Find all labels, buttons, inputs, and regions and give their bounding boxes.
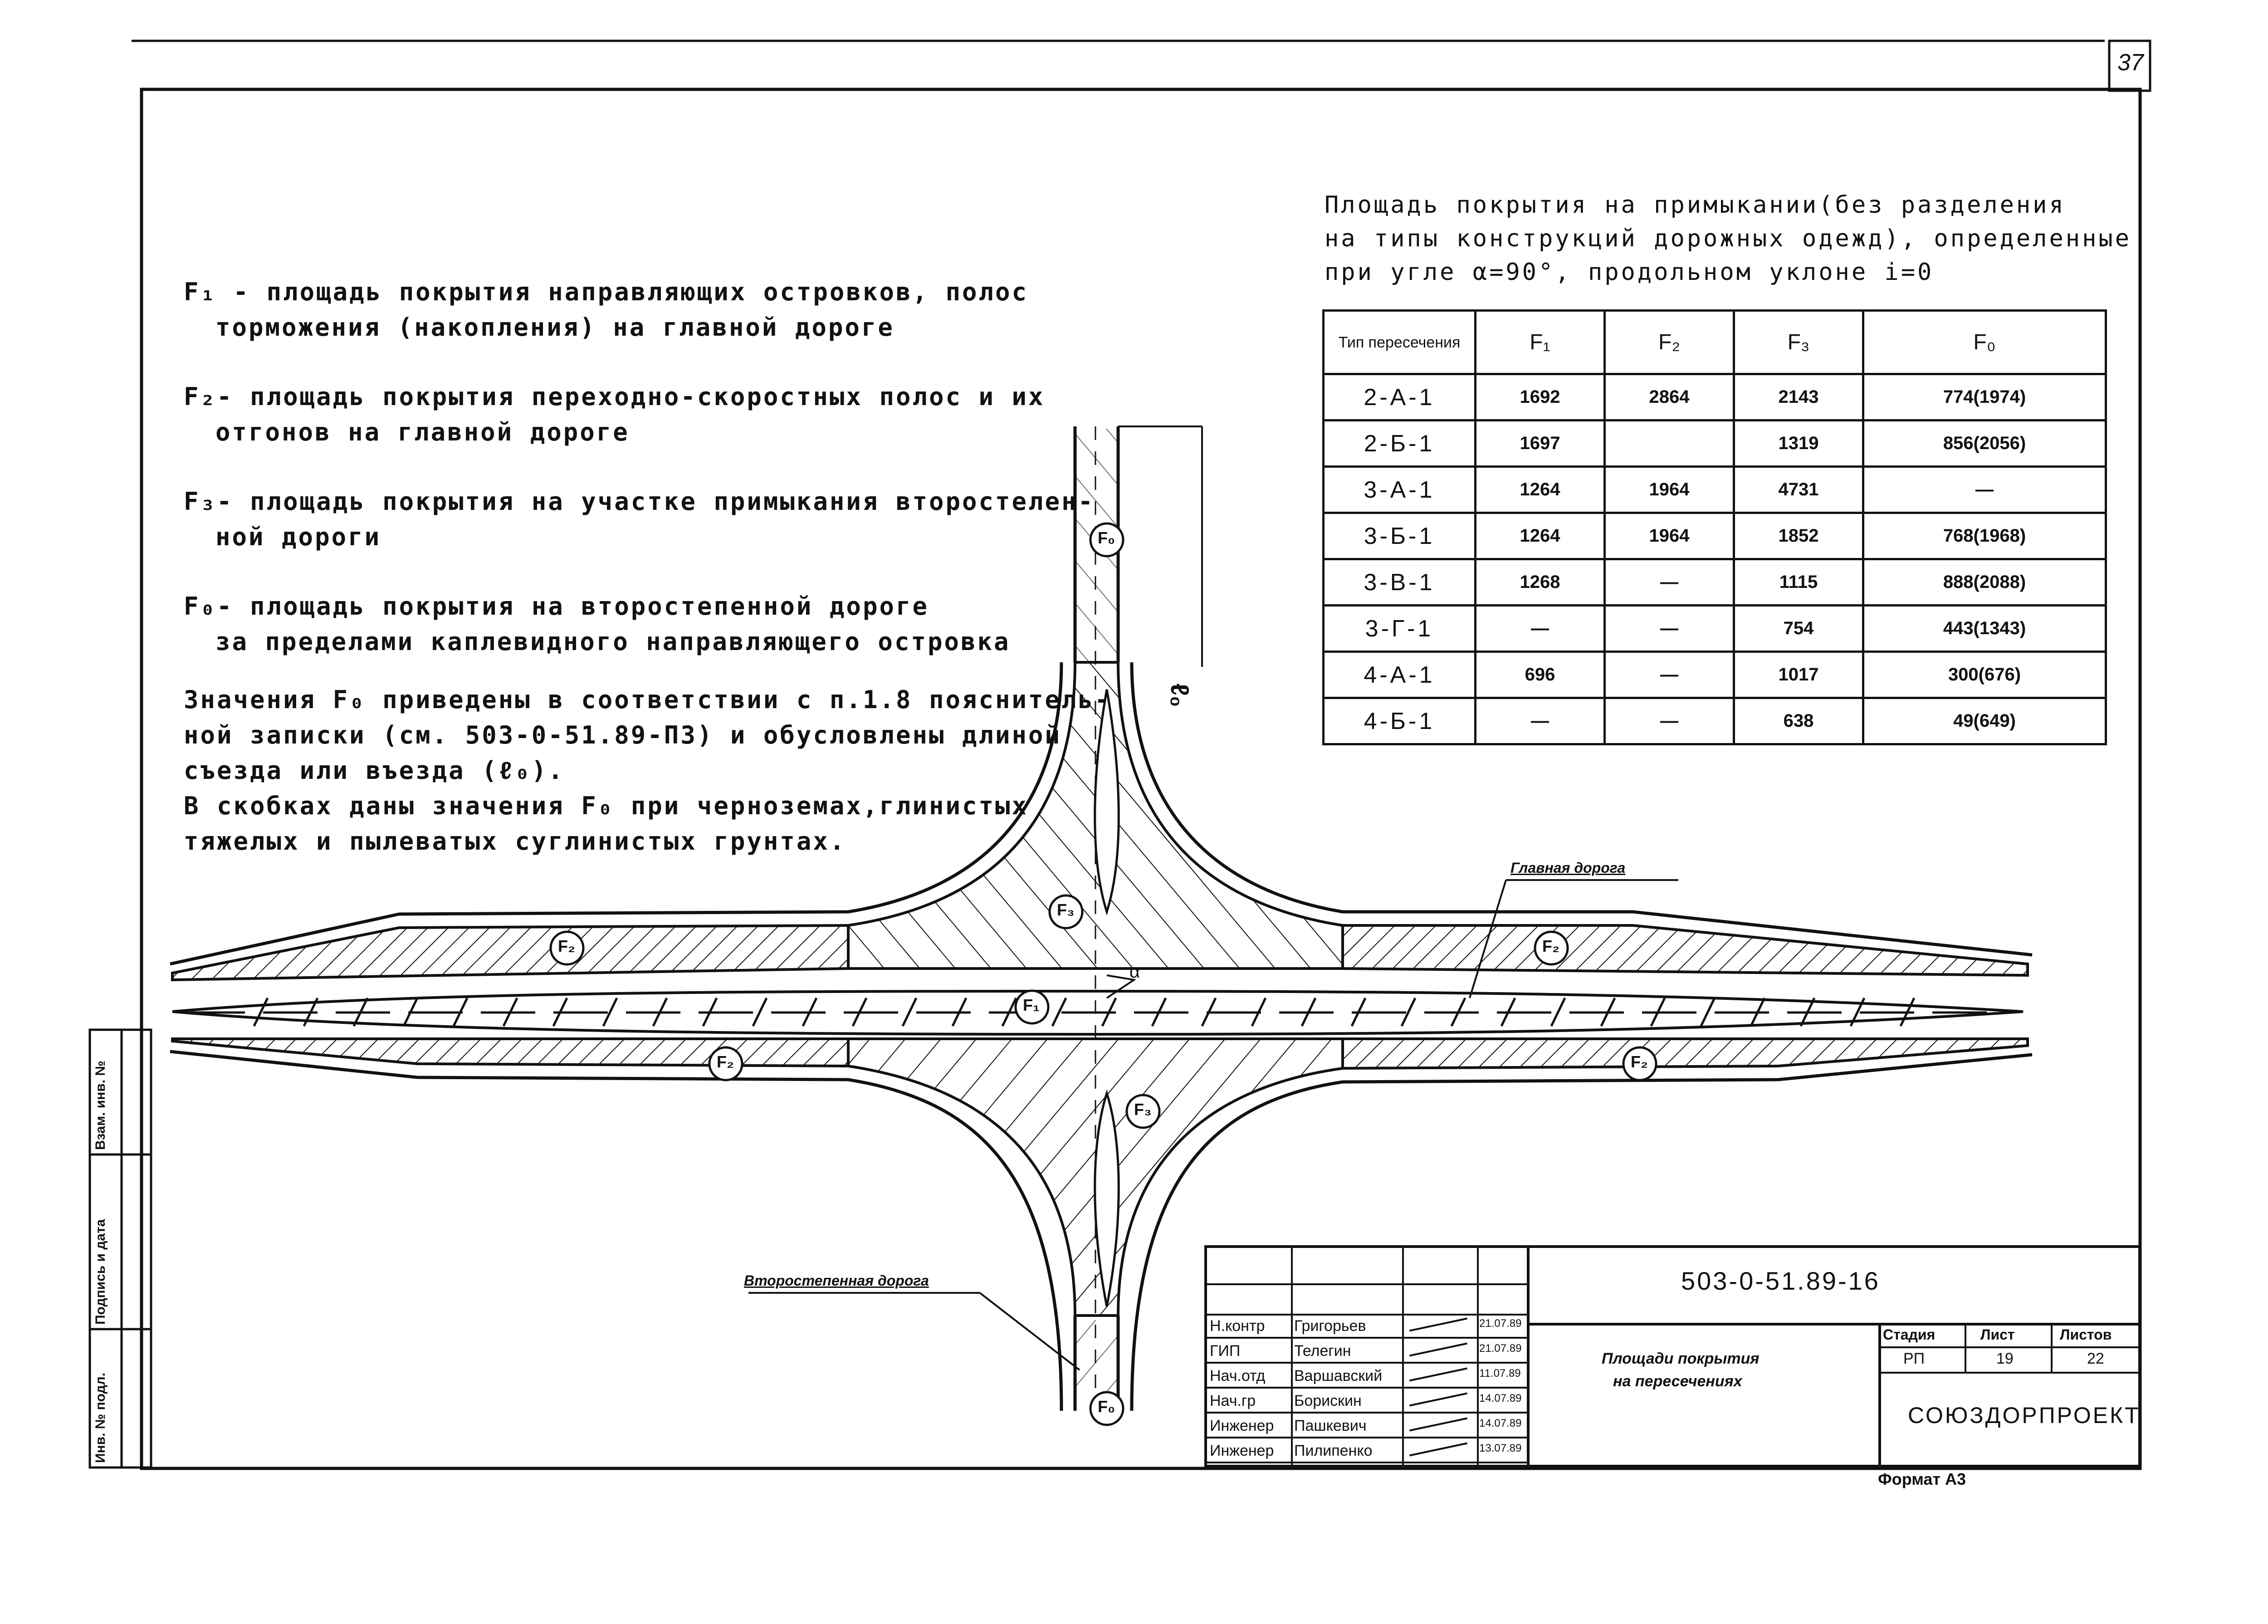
marker-f2-right-top: F₂ [1542, 937, 1559, 955]
cell-f3: 1319 [1734, 421, 1863, 467]
cell-f0: 443(1343) [1863, 606, 2106, 652]
signer-date: 14.07.89 [1479, 1417, 1522, 1429]
table-caption-line3: при угле α=90°, продольном уклоне i=0 [1325, 259, 1934, 286]
legend-note-line3: съезда или въезда (ℓ₀). [184, 756, 565, 785]
cell-f0: 49(649) [1863, 698, 2106, 744]
stage-grid [1878, 1323, 2138, 1373]
cell-type: 3-А-1 [1324, 467, 1476, 513]
title-line1: Площади покрытия [1602, 1350, 1760, 1367]
signer-date: 11.07.89 [1479, 1367, 1521, 1379]
cell-f1: 1268 [1476, 559, 1605, 606]
signer-role: Инженер [1210, 1442, 1274, 1459]
legend-f1-line2: торможения (накопления) на главной дороге [215, 313, 894, 342]
cell-type: 2-Б-1 [1324, 421, 1476, 467]
legend-f2-line1: F₂- площадь покрытия переходно-скоростных полос и их [184, 382, 1045, 411]
stage-header: Стадия [1883, 1326, 1936, 1343]
legend-note-line2: ной записки (см. 503-0-51.89-П3) и обусловлены длиной [184, 721, 1062, 749]
cell-f2: — [1605, 698, 1734, 744]
format-label: Формат А3 [1878, 1470, 1966, 1488]
table-caption-line1: Площадь покрытия на примыкании(без разделения [1325, 191, 2066, 219]
signer-date: 14.07.89 [1479, 1392, 1522, 1404]
signer-row [1207, 1364, 1527, 1389]
legend-f0-line2: за пределами каплевидного направляющего островка [215, 627, 1011, 656]
page-number: 37 [2117, 49, 2144, 76]
table-row [1324, 421, 2106, 467]
signer-name: Пилипенко [1294, 1442, 1373, 1459]
signer-role: Нач.гр [1210, 1392, 1256, 1409]
legend-note-line4: В скобках даны значения F₀ при черноземах,глинистых [184, 792, 1029, 820]
cell-type: 2-А-1 [1324, 374, 1476, 421]
col-header-f1: F₁ [1476, 311, 1605, 374]
cell-f3: 1852 [1734, 513, 1863, 559]
side-stamp-podpis: Подпись и дата [93, 1219, 108, 1325]
title-line2: на пересечениях [1613, 1373, 1742, 1390]
area-table [1322, 309, 2107, 745]
signer-row [1207, 1314, 1527, 1339]
sheet-header: Лист [1980, 1326, 2015, 1343]
table-row [1324, 559, 2106, 606]
marker-f2-left-top: F₂ [558, 937, 575, 955]
legend-note-line5: тяжелых и пылеватых суглинистых грунтах. [184, 827, 846, 856]
cell-f2: — [1605, 606, 1734, 652]
col-header-f2: F₂ [1605, 311, 1734, 374]
cell-f1: 1692 [1476, 374, 1605, 421]
table-row [1324, 467, 2106, 513]
cell-f3: 1017 [1734, 652, 1863, 698]
cell-f3: 2143 [1734, 374, 1863, 421]
signer-date: 13.07.89 [1479, 1442, 1522, 1454]
legend-note-line1: Значения F₀ приведены в соответствии с п.1.8 пояснитель- [184, 685, 1111, 714]
signer-row [1207, 1414, 1527, 1438]
sheets-header: Листов [2060, 1326, 2112, 1343]
table-row [1324, 374, 2106, 421]
table-row [1324, 513, 2106, 559]
side-stamp-vzam: Взам. инв. № [93, 1061, 108, 1150]
cell-f1: 696 [1476, 652, 1605, 698]
signature-mark [1409, 1418, 1467, 1432]
col-header-f0: F₀ [1863, 311, 2106, 374]
sheet-value: 19 [1996, 1350, 2014, 1367]
marker-f1: F₁ [1023, 996, 1040, 1014]
signer-name: Пашкевич [1294, 1417, 1367, 1434]
signature-mark [1409, 1343, 1467, 1357]
cell-f1: 1697 [1476, 421, 1605, 467]
signer-role: ГИП [1210, 1342, 1241, 1360]
cell-f2 [1605, 421, 1734, 467]
signature-mark [1409, 1393, 1467, 1407]
signer-date: 21.07.89 [1479, 1317, 1522, 1330]
main-road-label: Главная дорога [1510, 860, 1626, 876]
sheets-value: 22 [2087, 1350, 2104, 1367]
table-row [1324, 606, 2106, 652]
signer-row [1207, 1438, 1527, 1463]
stage-value: РП [1903, 1350, 1925, 1367]
legend-f1-line1: F₁ - площадь покрытия направляющих островков, полос [184, 278, 1029, 306]
signature-mark [1409, 1443, 1467, 1457]
angle-label: α [1129, 962, 1140, 982]
signer-name: Варшавский [1294, 1367, 1383, 1384]
legend-f3-line2: ной дороги [215, 523, 381, 551]
cell-f2: 1964 [1605, 513, 1734, 559]
signer-role: Н.контр [1210, 1317, 1265, 1335]
marker-f2-right-bottom: F₂ [1631, 1052, 1648, 1071]
cell-type: 3-Б-1 [1324, 513, 1476, 559]
cell-f0: 774(1974) [1863, 374, 2106, 421]
legend [184, 274, 1111, 859]
table-row [1324, 698, 2106, 744]
signer-name: Телегин [1294, 1342, 1351, 1360]
col-header-type: Тип пересечения [1324, 311, 1476, 374]
table-caption-line2: на типы конструкций дорожных одежд), определенные [1325, 225, 2132, 252]
legend-f3-line1: F₃- площадь покрытия на участке примыкания второстелен- [184, 487, 1095, 516]
cell-f0: — [1863, 467, 2106, 513]
cell-f0: 888(2088) [1863, 559, 2106, 606]
marker-f3-top: F₃ [1057, 900, 1075, 919]
cell-f1: — [1476, 698, 1605, 744]
signer-name: Борискин [1294, 1392, 1362, 1409]
col-header-f3: F₃ [1734, 311, 1863, 374]
signature-mark [1409, 1368, 1467, 1382]
signer-role: Нач.отд [1210, 1367, 1266, 1384]
cell-f0: 768(1968) [1863, 513, 2106, 559]
secondary-road-label: Второстепенная дорога [744, 1272, 929, 1289]
signer-role: Инженер [1210, 1417, 1274, 1434]
signer-row [1207, 1339, 1527, 1364]
signer-name: Григорьев [1294, 1317, 1366, 1335]
title-block [1204, 1245, 2141, 1467]
marker-f0-bottom: F₀ [1098, 1397, 1115, 1416]
cell-type: 4-Б-1 [1324, 698, 1476, 744]
marker-f3-bottom: F₃ [1134, 1100, 1152, 1119]
cell-f0: 300(676) [1863, 652, 2106, 698]
cell-f1: — [1476, 606, 1605, 652]
signer-date: 21.07.89 [1479, 1342, 1522, 1355]
cell-f1: 1264 [1476, 467, 1605, 513]
cell-type: 3-Г-1 [1324, 606, 1476, 652]
table-caption [1325, 188, 2131, 289]
table-row [1324, 652, 2106, 698]
cell-type: 3-В-1 [1324, 559, 1476, 606]
doc-number: 503-0-51.89-16 [1681, 1267, 1880, 1295]
cell-f1: 1264 [1476, 513, 1605, 559]
signer-grid [1207, 1248, 1530, 1465]
cell-f3: 4731 [1734, 467, 1863, 513]
side-stamp-inv-podl: Инв. № подл. [93, 1372, 108, 1463]
table-header-row [1324, 311, 2106, 374]
cell-f2: 1964 [1605, 467, 1734, 513]
cell-f3: 754 [1734, 606, 1863, 652]
legend-f0-line1: F₀- площадь покрытия на второстепенной дороге [184, 592, 929, 621]
signer-row [1207, 1389, 1527, 1414]
cell-f3: 638 [1734, 698, 1863, 744]
legend-f2-line2: отгонов на главной дороге [215, 418, 630, 446]
cell-f2: — [1605, 559, 1734, 606]
cell-f0: 856(2056) [1863, 421, 2106, 467]
organization: СОЮЗДОРПРОЕКТ [1908, 1403, 2141, 1428]
marker-f2-left-bottom: F₂ [717, 1052, 734, 1071]
marker-f0-top: F₀ [1098, 528, 1115, 547]
length-label: ℓ₀ [1165, 683, 1194, 707]
cell-f2: — [1605, 652, 1734, 698]
cell-f3: 1115 [1734, 559, 1863, 606]
cell-f2: 2864 [1605, 374, 1734, 421]
cell-type: 4-А-1 [1324, 652, 1476, 698]
signature-mark [1409, 1318, 1467, 1332]
